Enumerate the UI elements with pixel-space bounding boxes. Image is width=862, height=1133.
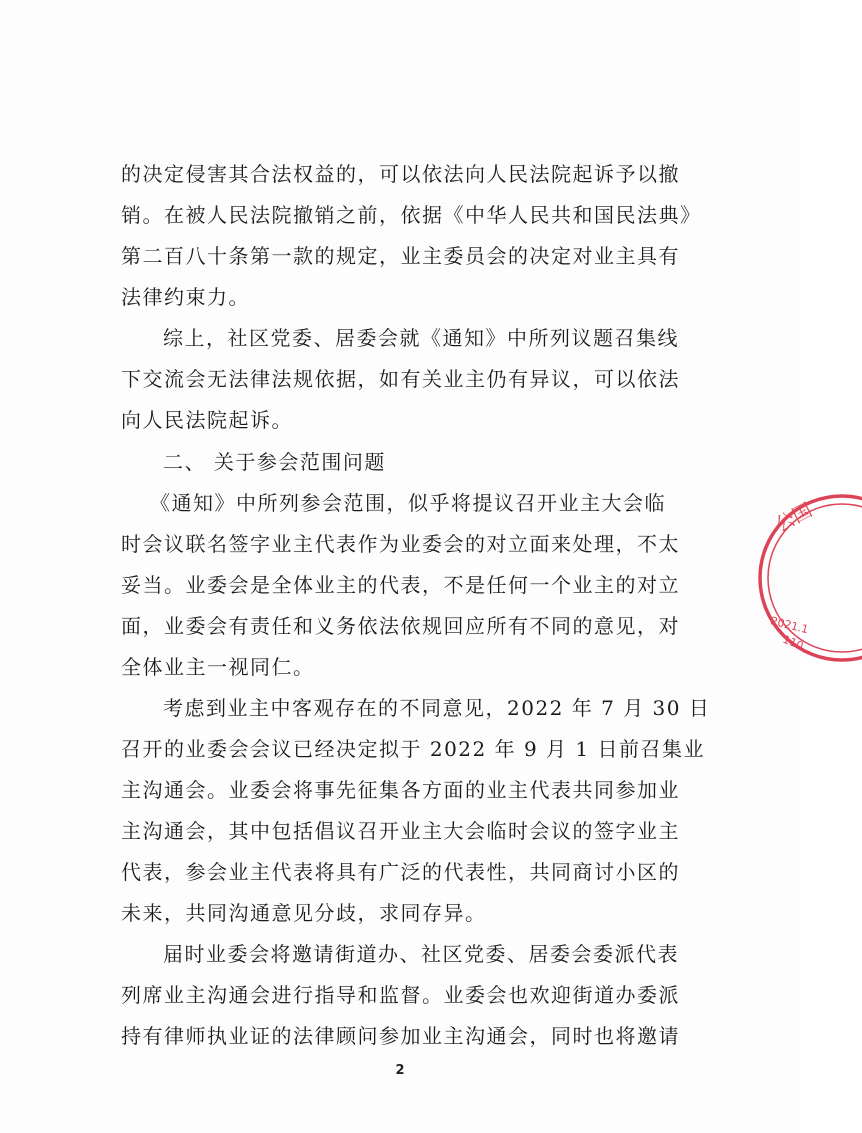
seal-code-text: 110	[780, 632, 806, 653]
text-line: 持有律师执业证的法律顾问参加业主沟通会，同时也将邀请	[121, 1024, 680, 1048]
text-line: 未来，共同沟通意见分歧，求同存异。	[121, 901, 487, 925]
seal-text-top: 公国	[772, 499, 816, 537]
seal-outer-ring	[760, 496, 862, 660]
text-line: 届时业委会将邀请街道办、社区党委、居委会委派代表	[163, 942, 679, 966]
text-line: 代表，参会业主代表将具有广泛的代表性，共同商讨小区的	[121, 860, 680, 884]
text-line: 时会议联名签字业主代表作为业委会的对立面来处理，不太	[121, 532, 680, 556]
seal-inner-ring	[768, 504, 862, 652]
text-line: 《通知》中所列参会范围，似乎将提议召开业主大会临	[150, 491, 666, 515]
text-line: 召开的业委会会议已经决定拟于 2022 年 9 月 1 日前召集业	[121, 737, 705, 761]
text-line: 第二百八十条第一款的规定，业主委员会的决定对业主具有	[121, 244, 680, 268]
text-line: 综上，社区党委、居委会就《通知》中所列议题召集线	[163, 326, 679, 350]
text-line: 主沟通会，其中包括倡议召开业主大会临时会议的签字业主	[121, 819, 680, 843]
page-number: 2	[395, 1063, 405, 1078]
text-line: 妥当。业委会是全体业主的代表，不是任何一个业主的对立	[121, 573, 680, 597]
seal-date-text: 2021.1	[769, 614, 810, 637]
text-line: 的决定侵害其合法权益的，可以依法向人民法院起诉予以撤	[121, 162, 680, 186]
text-line: 销。在被人民法院撤销之前，依据《中华人民共和国民法典》	[121, 203, 702, 227]
text-line: 主沟通会。业委会将事先征集各方面的业主代表共同参加业	[121, 778, 680, 802]
text-line: 全体业主一视同仁。	[121, 655, 315, 679]
text-line: 下交流会无法律法规依据，如有关业主仍有异议，可以依法	[121, 367, 680, 391]
text-line: 法律约束力。	[121, 285, 250, 309]
text-line: 列席业主沟通会进行指导和监督。业委会也欢迎街道办委派	[121, 983, 680, 1007]
text-line: 面，业委会有责任和义务依法依规回应所有不同的意见，对	[121, 614, 680, 638]
text-line: 向人民法院起诉。	[121, 408, 293, 432]
official-seal-fragment	[752, 490, 862, 665]
section-heading: 二、 关于参会范围问题	[163, 450, 386, 474]
text-line: 考虑到业主中客观存在的不同意见，2022 年 7 月 30 日	[163, 696, 711, 720]
